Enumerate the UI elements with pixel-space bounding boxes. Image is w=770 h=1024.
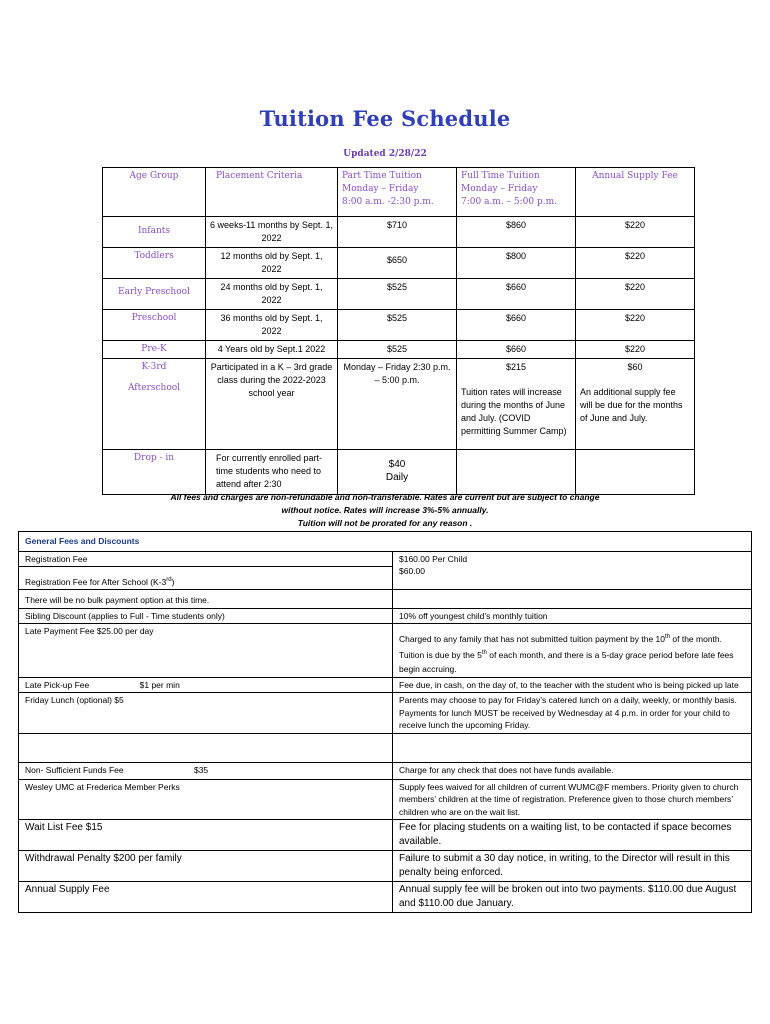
part-time-cell: $40 Daily <box>338 450 457 495</box>
table-row <box>19 733 752 762</box>
fee-detail: Annual supply fee will be broken out into two payments. $110.00 due August and $110.00 due January. <box>393 882 752 913</box>
tuition-table <box>102 167 695 495</box>
age-cell: Pre-K <box>103 341 206 359</box>
table-row <box>19 779 752 820</box>
fee-detail: Fee for placing students on a waiting list, to be contacted if space becomes available. <box>393 820 752 851</box>
fee-detail: 10% off youngest child’s monthly tuition <box>393 608 752 624</box>
full-time-cell: $860 <box>457 217 576 248</box>
fee-label: Annual Supply Fee <box>19 882 393 913</box>
fee-label: Registration Fee <box>19 551 393 567</box>
table-row <box>103 359 695 450</box>
header-supply: Annual Supply Fee <box>576 168 695 217</box>
part-time-cell: $710 <box>338 217 457 248</box>
full-time-cell: $215 Tuition rates will increase during the months of June and July. (COVID permitting Summer Camp) <box>457 359 576 450</box>
table-row <box>103 279 695 310</box>
supply-cell: $60 An additional supply fee will be due for the months of June and July. <box>576 359 695 450</box>
fee-label: There will be no bulk payment option at this time. <box>19 590 393 609</box>
fee-label: Wesley UMC at Frederica Member Perks <box>19 779 393 820</box>
table-row <box>19 590 752 609</box>
fee-label: Friday Lunch (optional) $5 <box>19 693 393 734</box>
page-title: Tuition Fee Schedule <box>259 106 511 131</box>
header-part-time: Part Time Tuition Monday – Friday 8:00 a.m. -2:30 p.m. <box>338 168 457 217</box>
table-row <box>103 310 695 341</box>
full-time-cell: $660 <box>457 279 576 310</box>
table-row <box>19 762 752 779</box>
part-time-cell: Monday – Friday 2:30 p.m. – 5:00 p.m. <box>338 359 457 450</box>
section-heading: General Fees and Discounts <box>19 532 752 552</box>
part-time-cell: $525 <box>338 310 457 341</box>
table-header-row <box>103 168 695 217</box>
supply-cell: $220 <box>576 341 695 359</box>
placement-cell: Participated in a K – 3rd grade class during the 2022-2023 school year <box>206 359 338 450</box>
placement-cell: 6 weeks-11 months by Sept. 1, 2022 <box>206 217 338 248</box>
age-cell: Infants <box>103 217 206 248</box>
supply-cell: $220 <box>576 279 695 310</box>
supply-cell <box>576 450 695 495</box>
table-row <box>103 248 695 279</box>
fee-label: Late Pick-up Fee $1 per min <box>19 677 393 693</box>
fee-detail: $160.00 Per Child $60.00 <box>393 551 752 590</box>
fee-detail <box>393 590 752 609</box>
full-time-cell: $660 <box>457 341 576 359</box>
header-full-time: Full Time Tuition Monday – Friday 7:00 a.m. – 5:00 p.m. <box>457 168 576 217</box>
placement-cell: 36 months old by Sept. 1, 2022 <box>206 310 338 341</box>
table-row <box>19 677 752 693</box>
placement-cell: 4 Years old by Sept.1 2022 <box>206 341 338 359</box>
general-fees-table <box>18 531 752 913</box>
age-cell: Toddlers <box>103 248 206 279</box>
age-cell: Early Preschool <box>103 279 206 310</box>
part-time-cell: $650 <box>338 248 457 279</box>
fee-detail: Supply fees waived for all children of current WUMC@F members. Priority given to church members’ children at the time of registration. Preference given to those church members’ children who are on the wait list. <box>393 779 752 820</box>
table-row <box>103 341 695 359</box>
fee-label: Non- Sufficient Funds Fee $35 <box>19 762 393 779</box>
age-cell: K-3rd Afterschool <box>103 359 206 450</box>
age-cell: Drop - in <box>103 450 206 495</box>
fee-label <box>19 733 393 762</box>
supply-cell: $220 <box>576 248 695 279</box>
placement-cell: 12 months old by Sept. 1, 2022 <box>206 248 338 279</box>
fee-label: Registration Fee for After School (K-3rd) <box>19 567 393 590</box>
age-cell: Preschool <box>103 310 206 341</box>
table-row <box>103 450 695 495</box>
part-time-cell: $525 <box>338 279 457 310</box>
table-row <box>19 851 752 882</box>
table-row <box>19 551 752 567</box>
full-time-cell <box>457 450 576 495</box>
header-age-group: Age Group <box>103 168 206 217</box>
fee-detail: Charged to any family that has not submitted tuition payment by the 10th of the month. Tuition is due by the 5th of each month, and there is a 5-day grace period before late fees begin accruing. <box>393 624 752 678</box>
table-row <box>19 882 752 913</box>
full-time-cell: $660 <box>457 310 576 341</box>
table-row <box>19 820 752 851</box>
placement-cell: For currently enrolled part-time students who need to attend after 2:30 <box>206 450 338 495</box>
fee-label: Late Payment Fee $25.00 per day <box>19 624 393 678</box>
header-placement: Placement Criteria <box>206 168 338 217</box>
table-row <box>19 608 752 624</box>
part-time-cell: $525 <box>338 341 457 359</box>
fee-detail: Parents may choose to pay for Friday’s catered lunch on a daily, weekly, or monthly basis. Payments for lunch MUST be received by Wednesday at 4 p.m. in order for your child to receive lunch the upcoming Friday. <box>393 693 752 734</box>
fee-notes: All fees and charges are non-refundable and non-transferable. Rates are current but are subject to change without notice. Rates will increase 3%-5% annually. Tuition will not be prorated for any reason . <box>170 492 600 528</box>
fee-label: Sibling Discount (applies to Full - Time students only) <box>19 608 393 624</box>
placement-cell: 24 months old by Sept. 1, 2022 <box>206 279 338 310</box>
fee-detail <box>393 733 752 762</box>
updated-date: Updated 2/28/22 <box>343 149 427 159</box>
table-row <box>19 693 752 734</box>
fee-detail: Fee due, in cash, on the day of, to the teacher with the student who is being picked up late <box>393 677 752 693</box>
fee-detail: Charge for any check that does not have funds available. <box>393 762 752 779</box>
fee-detail: Failure to submit a 30 day notice, in writing, to the Director will result in this penalty being enforced. <box>393 851 752 882</box>
fee-label: Wait List Fee $15 <box>19 820 393 851</box>
table-row <box>19 624 752 678</box>
table-row <box>103 217 695 248</box>
supply-cell: $220 <box>576 217 695 248</box>
fee-label: Withdrawal Penalty $200 per family <box>19 851 393 882</box>
full-time-cell: $800 <box>457 248 576 279</box>
supply-cell: $220 <box>576 310 695 341</box>
